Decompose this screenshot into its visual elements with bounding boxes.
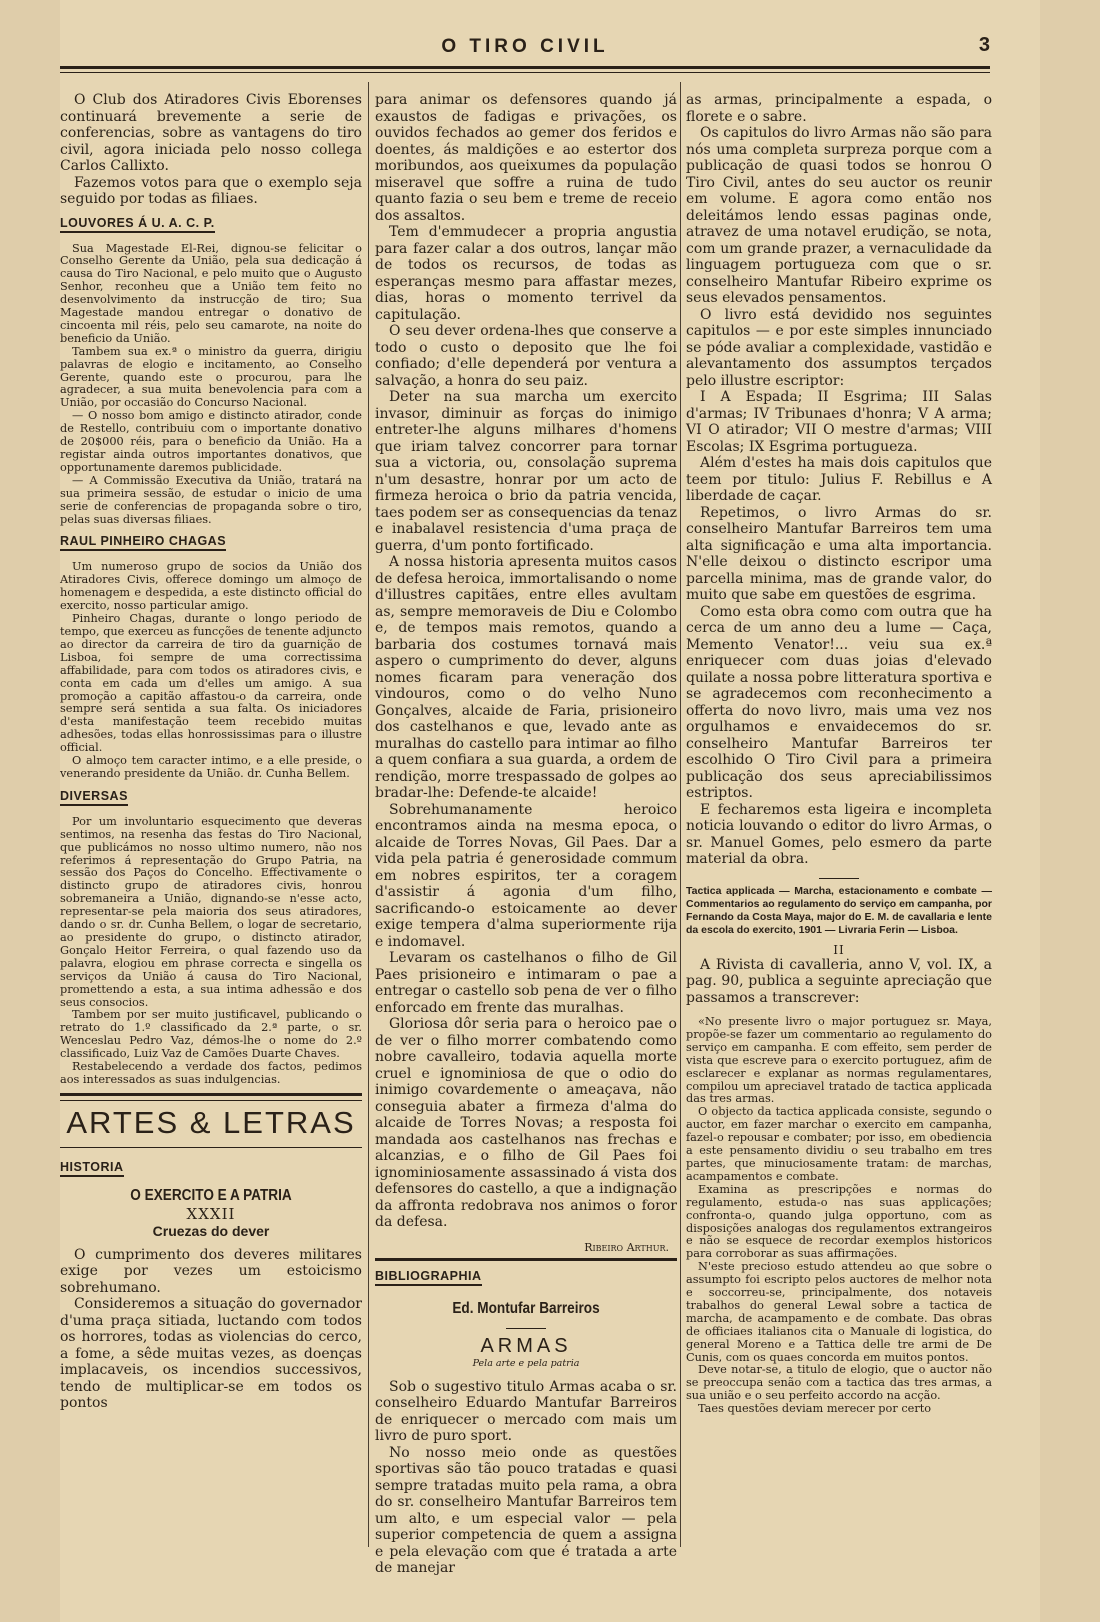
article-title: O EXERCITO E A PATRIA [130, 1186, 292, 1204]
column-divider [368, 82, 369, 1547]
review-intro [686, 957, 992, 1007]
paragraph: Restabelecendo a verdade dos factos, pedimos aos interessados as suas indulgencias. [60, 1060, 362, 1086]
paragraph: Por um involuntario esquecimento que deveras sentimos, na resenha das festas do Tiro Nacional, que publicámos no nosso ultimo numero, não nos referimos á representação do Grupo Patria, na sessão dos Paços do Concelho. Effectivamente o distincto grupo de atiradores civis, honrou sobremaneira a União, dignando-se n'esse acto, representar-se pela maioria dos seus atiradores, dando o sr. dr. Cunha Bellem, o logar de secretario, ao presidente do grupo, o distincto atirador, Gonçalo Heitor Ferreira, o qual fazendo uso da palavra, elogiou em phrase correcta e singella os serviços da União á causa do Tiro Nacional, promettendo a esta, a sua intima adhessão e dos seus consocios. [60, 814, 362, 1009]
section-heading: HISTORIA [60, 1160, 124, 1177]
newspaper-title: O TIRO CIVIL [441, 36, 609, 57]
paragraph: Pinheiro Chagas, durante o longo periodo de tempo, que exerceu as funcções de tenente adjuncto ao director da carreira de tiro da guarnição de Lisboa, foi sempre de uma correctissima affabilidade, para com todos os atiradores civis, e conta em cada um d'elles um amigo. A sua promoção a capitão affastou-o da carreira, onde sempre será sentida a sua falta. Os iniciadores d'esta manifestação teem recebido muitas adhesões, todas ellas honrossissimas para o illustre official. [60, 612, 362, 755]
paragraph: Fazemos votos para que o exemplo seja seguido por todas as filiaes. [60, 174, 362, 207]
artes-letras-title: ARTES & LETRAS [66, 1104, 356, 1140]
page-number: 3 [978, 34, 990, 56]
section-rule-thin [60, 1100, 362, 1101]
paragraph: as armas, principalmente a espada, o florete e o sabre. [686, 92, 992, 125]
louvores-article [60, 243, 362, 527]
paragraph: O almoço tem caracter intimo, e a elle preside, o venerando presidente da União. dr. Cunha Bellem. [60, 754, 362, 780]
publisher-name: Ed. Montufar Barreiros [452, 1299, 600, 1317]
paragraph: Tambem por ser muito justificavel, publicando o retrato do 1.º classificado da 2.ª parte, o sr. Wenceslau Pedro Vaz, démos-lhe o nome do 2.º classificado, Luiz Vaz de Camões Duarte Chaves. [60, 1008, 362, 1061]
paragraph: I A Espada; II Esgrima; III Salas d'armas; IV Tribunaes d'honra; V A arma; VI O atirador; VII O mestre d'armas; VIII Escolas; IX Esgrima portugueza. [686, 389, 992, 455]
section-rule [375, 1258, 677, 1261]
section-heading: BIBLIOGRAPHIA [375, 1269, 482, 1286]
page-header [60, 32, 990, 62]
paragraph: N'este precioso estudo attendeu ao que sobre o assumpto foi escripto pelos auctores de melhor nota e soccorreu-se, principalmente, dos notaveis trabalhos do general Lewal sobre a tactica de marcha, de acampamento e de combate. Das obras de officiaes italianos cita o Manuale di logistica, do general Moreno e a Tattica delle tre armi de De Cunis, com os quaes concorda em muitos pontos. [686, 1260, 992, 1364]
paragraph: Deter na sua marcha um exercito invasor, diminuir as forças do inimigo entreter-lhe alguns milhares d'homens que iriam talvez concorrer para tornar sua a victoria, ou, consolação suprema n'um desastre, honrar por um acto de firmeza heroica o brio da patria vencida, taes podem ser as consequencias da tenaz e inabalavel resistencia d'uma praça de guerra, d'um ponto fortificado. [375, 389, 677, 554]
paragraph: Os capitulos do livro Armas não são para nós uma completa surpreza porque com a publicação de quasi todos se honrou O Tiro Civil, antes do seu auctor os reunir em volume. E agora como então nos deleitámos lendo essas paginas onde, atravez de uma notavel erudição, se nota, com um grande prazer, a vernaculidade da linguagem portugueza com que o sr. conselheiro Mantufar Ribeiro exprime os seus elevados pensamentos. [686, 125, 992, 306]
paragraph: Sobrehumanamente heroico encontramos ainda na mesma epoca, o alcaide de Torres Novas, Gil Paes. Dar a vida pela patria é generosidade commum em nobres espiritos, ter a coragem d'assistir á agonia d'um filho, sacrificando-o estoicamente ao dever exige tempera d'alma superiormente rija e indomavel. [375, 801, 677, 950]
book-motto: Pela arte e pela patria [472, 1357, 580, 1369]
paragraph: O objecto da tactica applicada consiste, segundo o auctor, em fazer marchar o exercito em campanha, fazel-o repousar e combater; por isso, em obediencia a este pensamento dividiu o seu trabalho em tres partes, que minuciosamente tratam: de marchas, acampamentos e combate. [686, 1105, 992, 1183]
paragraph: Tambem sua ex.ª o ministro da guerra, dirigiu palavras de elogio e incitamento, ao Conselho Gerente, quando este o procurou, para lhe agradecer, a sua muita benevolencia para com a União, por occasião do Concurso Nacional. [60, 344, 362, 410]
column-3 [686, 92, 992, 1552]
section-rule [60, 1093, 362, 1096]
exercito-article-continued [375, 92, 677, 1231]
paragraph: Repetimos, o livro Armas do sr. conselheiro Mantufar Barreiros tem uma alta significação e uma alta importancia. N'elle deixou o distincto escripor uma parcella minima, mas de grande valor, do muito que sabe em questões de esgrima. [686, 504, 992, 603]
author-signature: Ribeiro Arthur. [584, 1240, 669, 1254]
club-notice [60, 92, 362, 208]
section-rule-thin [60, 1147, 362, 1148]
paragraph: No nosso meio onde as questões sportivas são tão pouco tratadas e quasi sempre tratadas muito pela rama, a obra do sr. conselheiro Mantufar Barreiros tem um alto, e um especial valor — pela superior competencia de quem a assigna e pela elevação com que é tratada a arte de manejar [375, 1444, 677, 1576]
review-number: II [833, 942, 845, 957]
paragraph: — O nosso bom amigo e distincto atirador, conde de Restello, contribuiu com o importante donativo de 20$000 réis, para o beneficio da União. Ha a registar ainda outros importantes donativos, que opportunamente daremos publicidade. [60, 409, 362, 474]
paragraph: Sua Magestade El-Rei, dignou-se felicitar o Conselho Gerente da União, pela sua dedicação á causa do Tiro Nacional, e pelo muito que o Augusto Senhor, reconheu que a União tem feito no desenvolvimento da instrucção de tiro; Sua Magestade mandou entregar o donativo de cincoenta mil réis, pelo seu camarote, na noite do beneficio da União. [60, 241, 362, 345]
paragraph: para animar os defensores quando já exaustos de fadigas e privações, os ouvidos fechados ao gemer dos feridos e doentes, ás maldições e ao estertor dos moribundos, aos queixumes da população miseravel que soffre a ruina de tudo quanto fazia o seu bem e treme de receio dos assaltos. [375, 92, 677, 224]
paragraph: A Rivista di cavalleria, anno V, vol. IX, a pag. 90, publica a seguinte apreciação que passamos a transcrever: [686, 956, 992, 1006]
book-title: ARMAS [480, 1334, 572, 1357]
paragraph: Como esta obra como com outra que ha cerca de um anno deu a lume — Caça, Memento Venator!... veiu sua ex.ª enriquecer com duas joias d'elevado quilate a nossa pobre litteratura sportiva e se agradecemos com reconhecimento a offerta do novo livro, mais uma vez nos orgulhamos e envaidecemos do sr. conselheiro Mantufar Barreiros ter escolhido O Tiro Civil para a primeira publicação dos seus apreciabilissimos estriptos. [686, 603, 992, 801]
paragraph: Examina as prescripções e normas do regulamento, estuda-o nas suas applicações; confronta-o, quando julga opportuno, com as disposições analogas dos regulamentos extrangeiros e não se esquece de recordar exemplos historicos para corroborar as suas affirmações. [686, 1182, 992, 1261]
paragraph: «No presente livro o major portuguez sr. Maya, propõe-se fazer um commentario ao regulamento do serviço em campanha. E com effeito, sem perder de vista que escreve para o exercito portuguez, afim de esclarecer e explanar as normas regulamentares, compilou um apreciavel tratado de tactica applicada das tres armas. [686, 1015, 992, 1106]
divider [506, 1328, 546, 1329]
armas-review [375, 1379, 677, 1577]
divider [819, 878, 859, 879]
paragraph: Além d'estes ha mais dois capitulos que teem por titulo: Julius F. Rebillus e A liberdade de caçar. [686, 455, 992, 504]
paragraph: Consideremos a situação do governador d'uma praça sitiada, luctando com todos os horrores, todas as violencias do cerco, a fome, a sêde muitas vezes, as doenças implacaveis, os incendios successivos, tendo de multiplicar-se em todos os pontos [60, 1296, 362, 1412]
header-rule-thin [60, 72, 990, 73]
column-1 [60, 92, 362, 1552]
paragraph: Levaram os castelhanos o filho de Gil Paes prisioneiro e intimaram o pae a entregar o castello sob pena de ver o filho enforcado em frente das muralhas. [375, 950, 677, 1016]
paragraph: — A Commissão Executiva da União, tratará na sua primeira sessão, de estudar o inicio de uma serie de conferencias de propaganda sobre o tiro, pelas suas diversas filiaes. [60, 473, 362, 526]
paragraph: O cumprimento dos deveres militares exige por vezes um estoicismo sobrehumano. [60, 1246, 362, 1296]
article-subtitle: Cruezas do dever [152, 1222, 270, 1239]
paragraph: Sob o sugestivo titulo Armas acaba o sr. conselheiro Eduardo Mantufar Barreiros de enriquecer o mercado com mais um livro de puro sport. [375, 1378, 677, 1444]
paragraph: O Club dos Atiradores Civis Eborenses continuará brevemente a serie de conferencias, sobre as vantagens do tiro civil, agora iniciada pelo nosso collega Carlos Callixto. [60, 92, 362, 174]
column-divider [680, 82, 681, 1547]
diversas-article [60, 816, 362, 1087]
paragraph: E fecharemos esta ligeira e incompleta noticia louvando o editor do livro Armas, o sr. Manuel Gomes, pelo esmero da parte material da obra. [686, 801, 992, 867]
paragraph: A nossa historia apresenta muitos casos de defesa heroica, immortalisando o nome d'illustres capitães, entre elles avultam as, sempre memoraveis de Diu e Colombo e, de tempos mais remotos, quando a barbaria dos costumes tornavá mais aspero o cumprimento do dever, alguns nomes ficaram para veneração dos vindouros, como o do velho Nuno Gonçalves, alcaide de Faria, prisioneiro dos castelhanos e que, levado ante as muralhas do castello para intimar ao filho a quem confiara a sua guarda, a ordem de rendição, morre trespassado de golpes ao bradar-lhe: Defende-te alcaide! [375, 554, 677, 801]
paragraph: Gloriosa dôr seria para o heroico pae o de ver o filho morrer combatendo como nobre cavalleiro, todavia aquella morte cruel e ignominiosa de que o odio do inimigo covardemente o ameaçava, não conseguia abater a firmeza d'alma do alcaide de Torres Novas; a resposta foi mandada aos castelhanos nas frechas e alcanzias, e o filho de Gil Paes foi ignominiosamente assassinado á vista dos defensores do castello, a que a indignação da affronta redobrava nos animos o foror da defesa. [375, 1016, 677, 1230]
tactica-review [686, 1016, 992, 1416]
exercito-article [60, 1247, 362, 1412]
column-2 [375, 92, 677, 1576]
section-heading: RAUL PINHEIRO CHAGAS [60, 534, 226, 551]
armas-review-continued [686, 92, 992, 868]
section-heading: LOUVORES Á U. A. C. P. [60, 216, 215, 233]
paragraph: O livro está devidido nos seguintes capitulos — e por este simples innunciado se póde avaliar a complexidade, vastidão e alevantamento dos assumptos terçados pelo illustre escriptor: [686, 306, 992, 389]
raul-article [60, 561, 362, 780]
tactica-book-heading: Tactica applicada — Marcha, estacionamento e combate — Commentarios ao regulamento do serviço em campanha, por Fernando da Costa Maya, major do E. M. de cavallaria e lente da escola do exercito, 1901 — Livraria Ferin — Lisboa. [686, 884, 992, 936]
paragraph: O seu dever ordena-lhes que conserve a todo o custo o deposito que lhe foi confiado; d'elle dependerá por ventura a salvação, a honra do seu paiz. [375, 323, 677, 389]
paragraph: Taes questões deviam merecer por certo [698, 1402, 932, 1416]
paragraph: Um numeroso grupo de socios da União dos Atiradores Civis, offerece domingo um almoço de homenagem e despedida, a este distincto official do exercito, nosso particular amigo. [60, 560, 362, 613]
article-number: XXXII [186, 1204, 236, 1223]
section-heading: DIVERSAS [60, 789, 128, 806]
paragraph: Deve notar-se, a titulo de elogio, que o auctor não se preoccupa senão com a tactica das tres armas, a sua união e o seu perfeito accordo na acção. [686, 1363, 992, 1403]
header-rule [60, 66, 990, 69]
paragraph: Tem d'emmudecer a propria angustia para fazer calar a dos outros, lançar mão de todos os recursos, de todas as esperanças mesmo para affastar mezes, dias, horas o momento terrivel da capitulação. [375, 224, 677, 323]
